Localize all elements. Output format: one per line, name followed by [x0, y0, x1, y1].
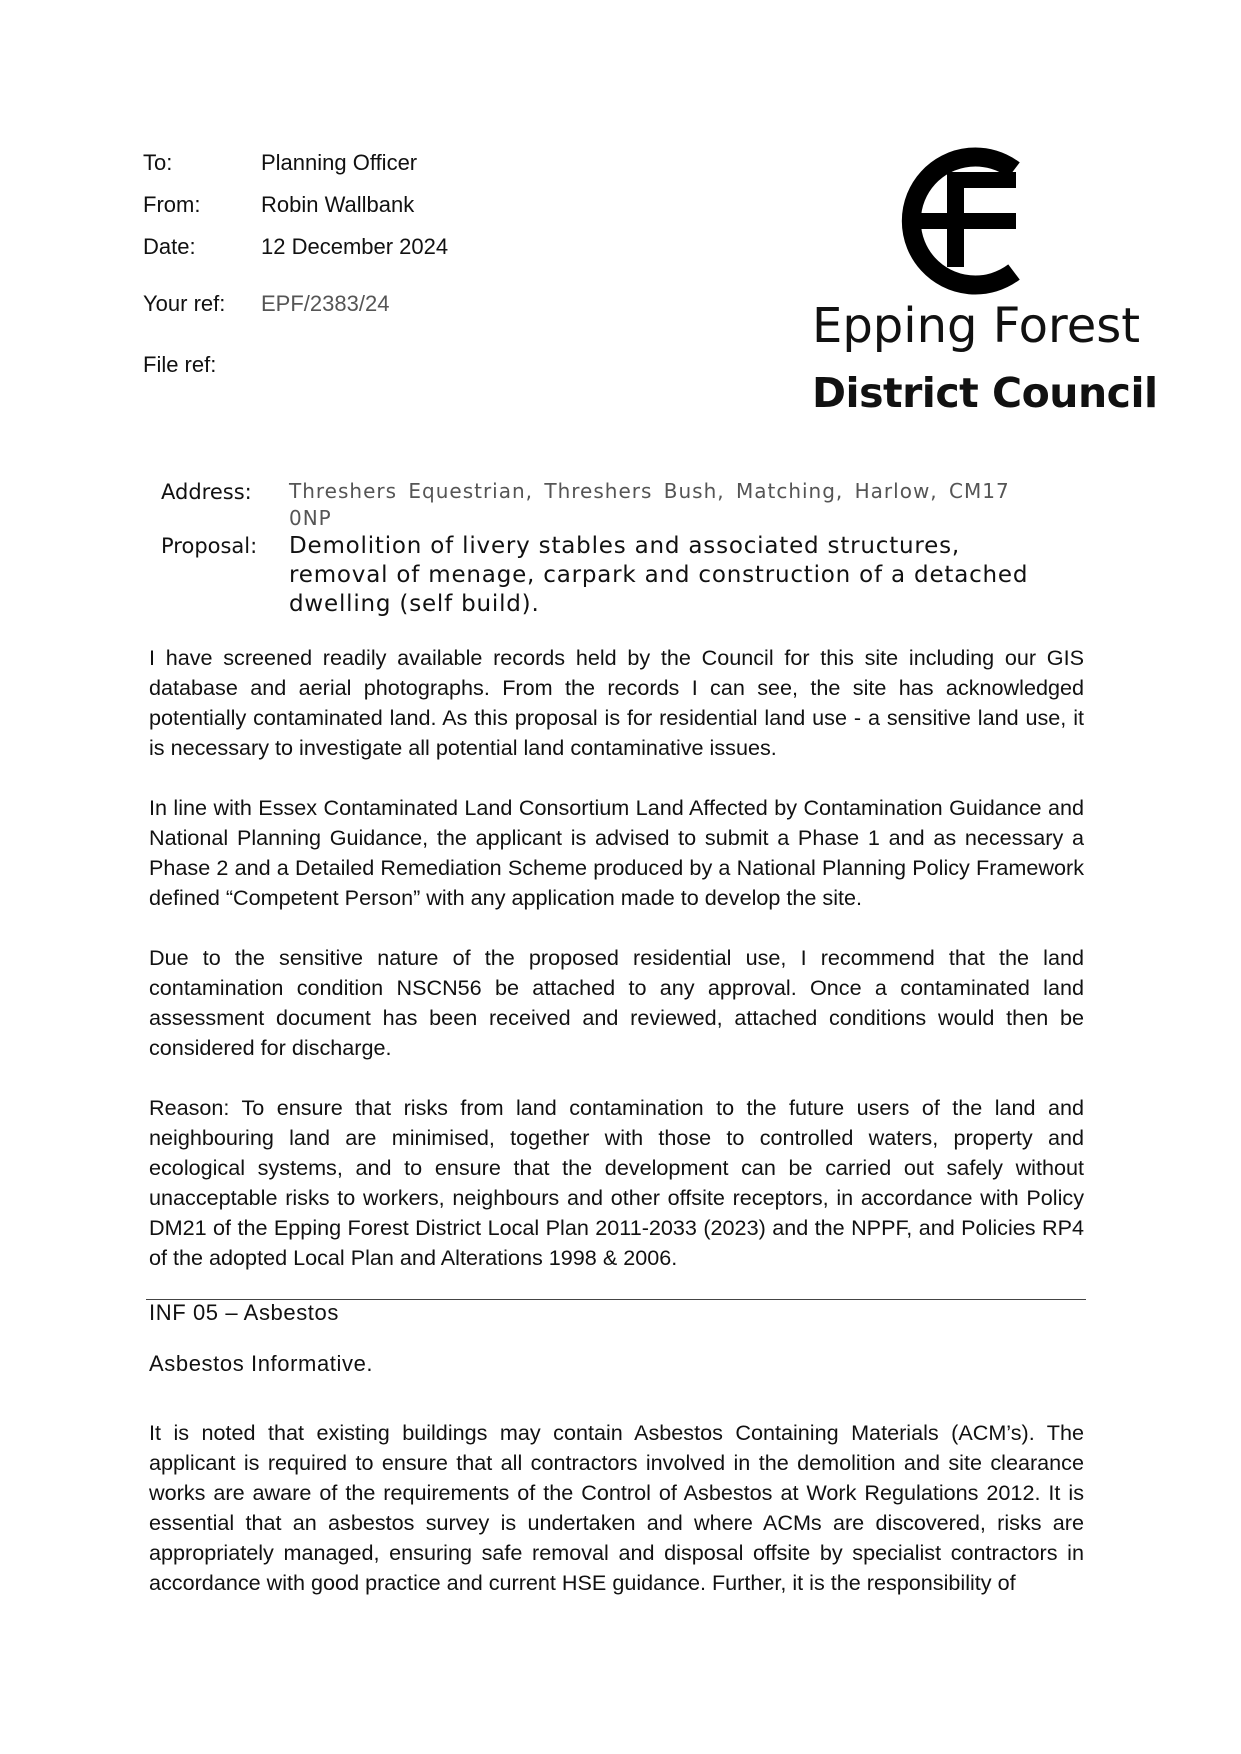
- paragraph-guidance: In line with Essex Contaminated Land Consortium Land Affected by Contamination Guidance and National Planning Guidance, the applicant is advised to submit a Phase 1 and as necessary a Phase 2 and a Detailed Remediation Scheme produced by a National Planning Policy Framework defined “Competent Person” with any application made to develop the site.: [149, 795, 1084, 910]
- memo-your-ref-row: [143, 291, 389, 317]
- ef-monogram-icon: [890, 146, 1030, 296]
- paragraph-recommendation: Due to the sensitive nature of the proposed residential use, I recommend that the land contamination condition NSCN56 be attached to any approval. Once a contaminated land assessment document has been received and reviewed, attached conditions would then be considered for discharge.: [149, 945, 1084, 1060]
- informative-heading: INF 05 – Asbestos: [149, 1300, 339, 1325]
- address-row: [161, 478, 1031, 534]
- memo-to-label: To:: [143, 150, 173, 175]
- memo-to-value: Planning Officer: [261, 150, 418, 175]
- council-subtitle: District Council: [812, 369, 1158, 417]
- memo-from-value: Robin Wallbank: [261, 192, 415, 217]
- address-label: Address:: [161, 480, 252, 504]
- memo-date-value: 12 December 2024: [261, 234, 449, 259]
- council-logo: [812, 146, 1172, 426]
- memo-your-ref-label: Your ref:: [143, 291, 226, 316]
- memo-date-label: Date:: [143, 234, 196, 259]
- council-name: Epping Forest: [812, 298, 1141, 354]
- memo-from-row: [143, 192, 414, 218]
- paragraph-asbestos: It is noted that existing buildings may contain Asbestos Containing Materials (ACM’s). The applicant is required to ensure that all contractors involved in the demolition and site clearance works are aware of the requirements of the Control of Asbestos at Work Regulations 2012. It is essential that an asbestos survey is undertaken and where ACMs are discovered, risks are appropriately managed, ensuring safe removal and disposal offsite by specialist contractors in accordance with good practice and current HSE guidance. Further, it is the responsibility of: [149, 1420, 1084, 1595]
- proposal-label: Proposal:: [161, 534, 258, 558]
- proposal-row: [161, 532, 1031, 622]
- memo-file-ref-label: File ref:: [143, 352, 217, 377]
- paragraph-screening: I have screened readily available records held by the Council for this site including our GIS database and aerial photographs. From the records I can see, the site has acknowledged potentially contaminated land. As this proposal is for residential land use - a sensitive land use, it is necessary to investigate all potential land contaminative issues.: [149, 645, 1084, 760]
- memo-your-ref-value: EPF/2383/24: [261, 291, 390, 316]
- memo-to-row: [143, 150, 417, 176]
- memo-from-label: From:: [143, 192, 201, 217]
- paragraph-reason: Reason: To ensure that risks from land contamination to the future users of the land and neighbouring land are minimised, together with those to controlled waters, property and ecological systems, and to ensure that the development can be carried out safely without unacceptable risks to workers, neighbours and other offsite receptors, in accordance with Policy DM21 of the Epping Forest District Local Plan 2011-2033 (2023) and the NPPF, and Policies RP4 of the adopted Local Plan and Alterations 1998 & 2006.: [149, 1095, 1084, 1270]
- memo-file-ref-row: [143, 352, 261, 378]
- proposal-value: Demolition of livery stables and associated structures, removal of menage, carpark and construction of a detached dwelling (self build).: [289, 533, 1029, 617]
- informative-subheading: Asbestos Informative.: [149, 1351, 374, 1376]
- memo-date-row: [143, 234, 448, 260]
- address-value: Threshers Equestrian, Threshers Bush, Matching, Harlow, CM17 0NP: [289, 479, 1010, 530]
